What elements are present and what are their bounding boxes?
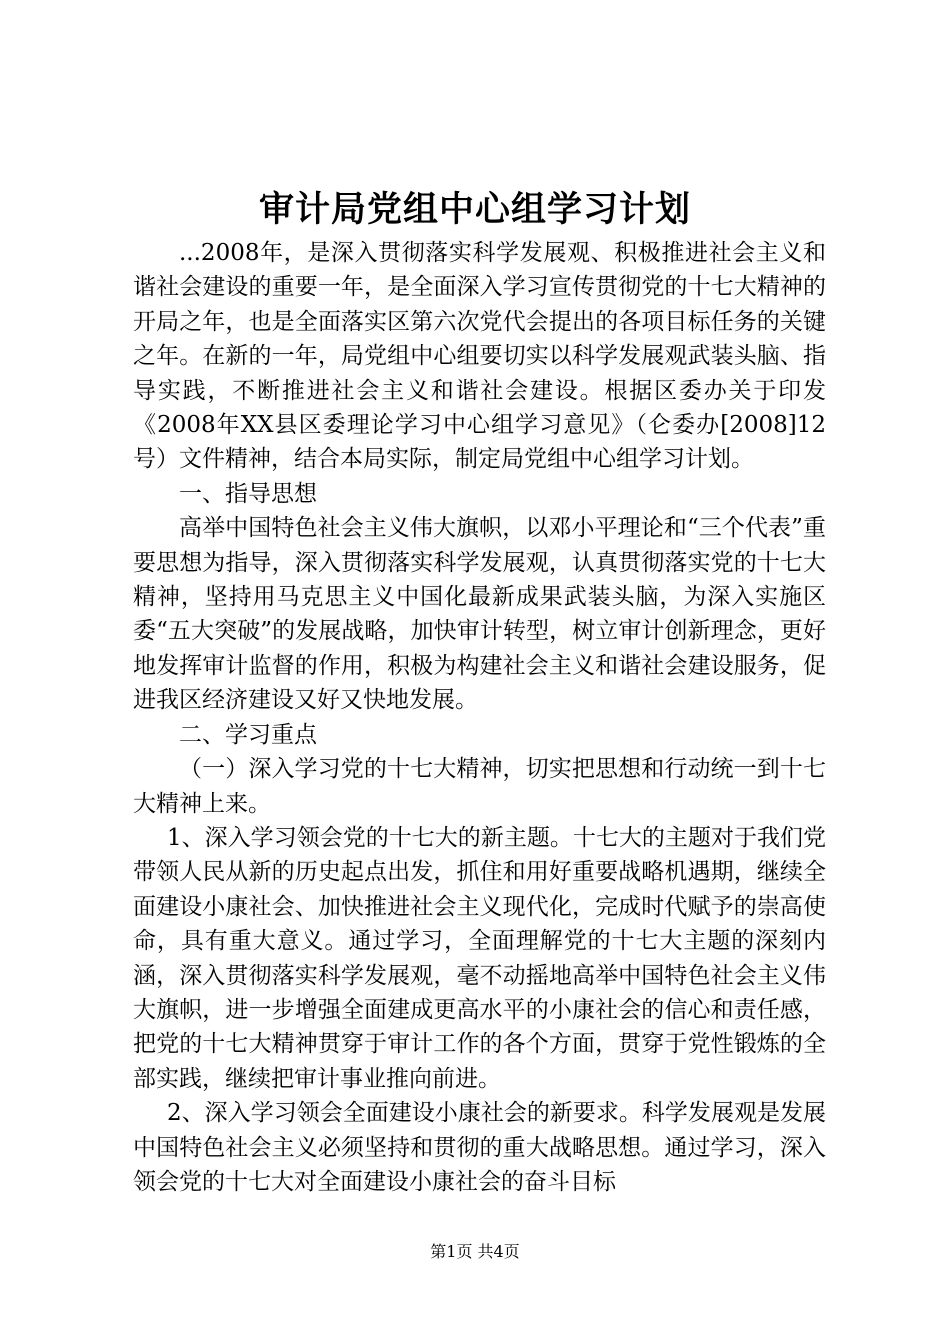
- paragraph-intro: ...2008年，是深入贯彻落实科学发展观、积极推进社会主义和谐社会建设的重要一年，是全面深入学习宣传贯彻党的十七大精神的开局之年，也是全面落实区第六次党代会提出的各项目标任务的关键之年。在新的一年，局党组中心组要切实以科学发展观武装头脑、指导实践，不断推进社会主义和谐社会建设。根据区委办关于印发《2008年XX县区委理论学习中心组学习意见》（仑委办[2008]12号）文件精神，结合本局实际，制定局党组中心组学习计划。: [133, 240, 826, 473]
- page-footer: 第1页 共4页: [430, 1242, 520, 1261]
- document-title: 审计局党组中心组学习计划: [258, 189, 691, 230]
- paragraph-item-1: 1、深入学习领会党的十七大的新主题。十七大的主题对于我们党带领人民从新的历史起点出发，抓住和用好重要战略机遇期，继续全面建设小康社会、加快推进社会主义现代化，完成时代赋予的崇高使命，具有重大意义。通过学习，全面理解党的十七大主题的深刻内涵，深入贯彻落实科学发展观，毫不动摇地高举中国特色社会主义伟大旗帜，进一步增强全面建成更高水平的小康社会的信心和责任感，把党的十七大精神贯穿于审计工作的各个方面，贯穿于党性锻炼的全部实践，继续把审计事业推向前进。: [133, 824, 826, 1092]
- paragraph-item-2: 2、深入学习领会全面建设小康社会的新要求。科学发展观是发展中国特色社会主义必须坚持和贯彻的重大战略思想。通过学习，深入领会党的十七大对全面建设小康社会的奋斗目标: [133, 1100, 826, 1195]
- subsection-heading-1: （一）深入学习党的十七大精神，切实把思想和行动统一到十七大精神上来。: [133, 756, 826, 817]
- document-body: [133, 236, 826, 1199]
- section-heading-guiding-thought: 一、指导思想: [179, 480, 317, 507]
- paragraph-guiding-thought: 高举中国特色社会主义伟大旗帜，以邓小平理论和“三个代表”重要思想为指导，深入贯彻落实科学发展观，认真贯彻落实党的十七大精神，坚持用马克思主义中国化最新成果武装头脑，为深入实施区委“五大突破”的发展战略，加快审计转型，树立审计创新理念，更好地发挥审计监督的作用，积极为构建社会主义和谐社会建设服务，促进我区经济建设又好又快地发展。: [133, 515, 826, 714]
- section-heading-study-focus: 二、学习重点: [179, 721, 317, 748]
